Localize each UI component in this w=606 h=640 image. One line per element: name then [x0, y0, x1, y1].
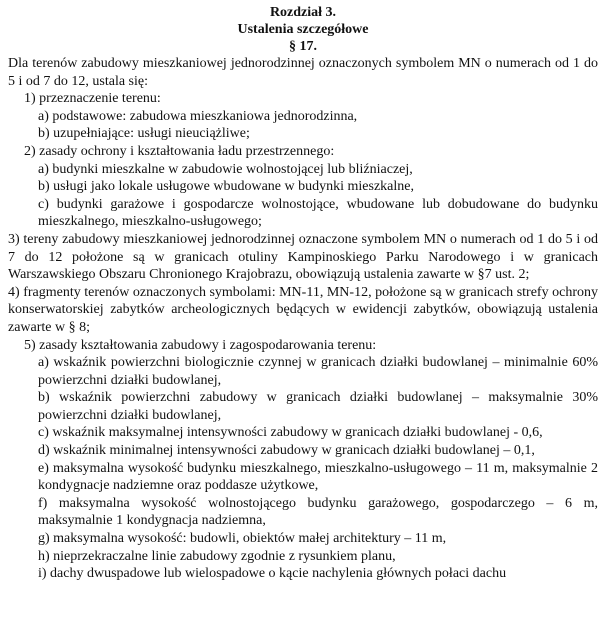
- list-item-5g: g) maksymalna wysokość: budowli, obiektów małej architektury – 11 m,: [38, 531, 447, 547]
- list-item-5i: i) dachy dwuspadowe lub wielospadowe o kącie nachylenia głównych połaci dachu: [38, 566, 507, 582]
- list-item-2c: c) budynki garażowe i gospodarcze wolnostojące, wbudowane lub dobudowane do budynku mieszkalnego, mieszkalno-usługowego;: [38, 196, 598, 230]
- chapter-heading: Rozdział 3.: [269, 5, 337, 20]
- list-item-5h: h) nieprzekraczalne linie zabudowy zgodnie z rysunkiem planu,: [38, 548, 396, 564]
- list-item-5f: f) maksymalna wysokość wolnostojącego budynku garażowego, gospodarczego – 6 m, maksymalnie 1 kondygnacja nadziemna,: [38, 495, 598, 529]
- list-item-5: 5) zasady kształtowania zabudowy i zagospodarowania terenu:: [24, 337, 377, 353]
- list-item-2: 2) zasady ochrony i kształtowania ładu przestrzennego:: [24, 143, 335, 159]
- list-item-5a: a) wskaźnik powierzchni biologicznie czynnej w granicach działki budowlanej – minimalnie 60% powierzchni działki budowlanej,: [38, 355, 598, 388]
- section-number: § 17.: [289, 39, 317, 54]
- list-item-2a: a) budynki mieszkalne w zabudowie wolnostojącej lub bliźniaczej,: [38, 161, 413, 177]
- list-item-1b: b) uzupełniające: usługi nieuciążliwe;: [38, 126, 250, 142]
- chapter-title: Ustalenia szczegółowe: [237, 22, 369, 37]
- list-item-5c: c) wskaźnik maksymalnej intensywności zabudowy w granicach działki budowlanej - 0,6,: [38, 425, 543, 441]
- list-item-2b: b) usługi jako lokale usługowe wbudowane w budynki mieszkalne,: [38, 179, 414, 195]
- list-item-4: 4) fragmenty terenów oznaczonych symbolami: MN-11, MN-12, położone są w granicach strefy ochrony konserwatorskiej zabytków archeologicznych będących w ewidencji zabytków, obowiązują ustalenia zawarte w § 8;: [8, 284, 598, 335]
- list-item-5b: b) wskaźnik powierzchni zabudowy w granicach działki budowlanej – maksymalnie 30% powierzchni działki budowlanej,: [38, 390, 598, 423]
- list-item-3: 3) tereny zabudowy mieszkaniowej jednorodzinnej oznaczone symbolem MN o numerach od 1 do 5 i od 7 do 12 położone są w granicach otuliny Kampinoskiego Parku Narodowego i w granicach Warszawskiego Obszaru Chronionego Krajobrazu, obowiązują ustalenia zawarte w §7 ust. 2;: [8, 231, 598, 283]
- list-item-5d: d) wskaźnik minimalnej intensywności zabudowy w granicach działki budowlanej – 0,1,: [38, 443, 535, 459]
- list-item-5e: e) maksymalna wysokość budynku mieszkalnego, mieszkalno-usługowego – 11 m, maksymalnie 2 kondygnacje nadziemne oraz poddasze użytkowe,: [38, 460, 598, 494]
- list-item-1: 1) przeznaczenie terenu:: [24, 91, 161, 107]
- list-item-1a: a) podstawowe: zabudowa mieszkaniowa jednorodzinna,: [38, 108, 358, 124]
- intro-paragraph: Dla terenów zabudowy mieszkaniowej jednorodzinnej oznaczonych symbolem MN o numerach od 1 do 5 i od 7 do 12, ustala się:: [8, 56, 598, 89]
